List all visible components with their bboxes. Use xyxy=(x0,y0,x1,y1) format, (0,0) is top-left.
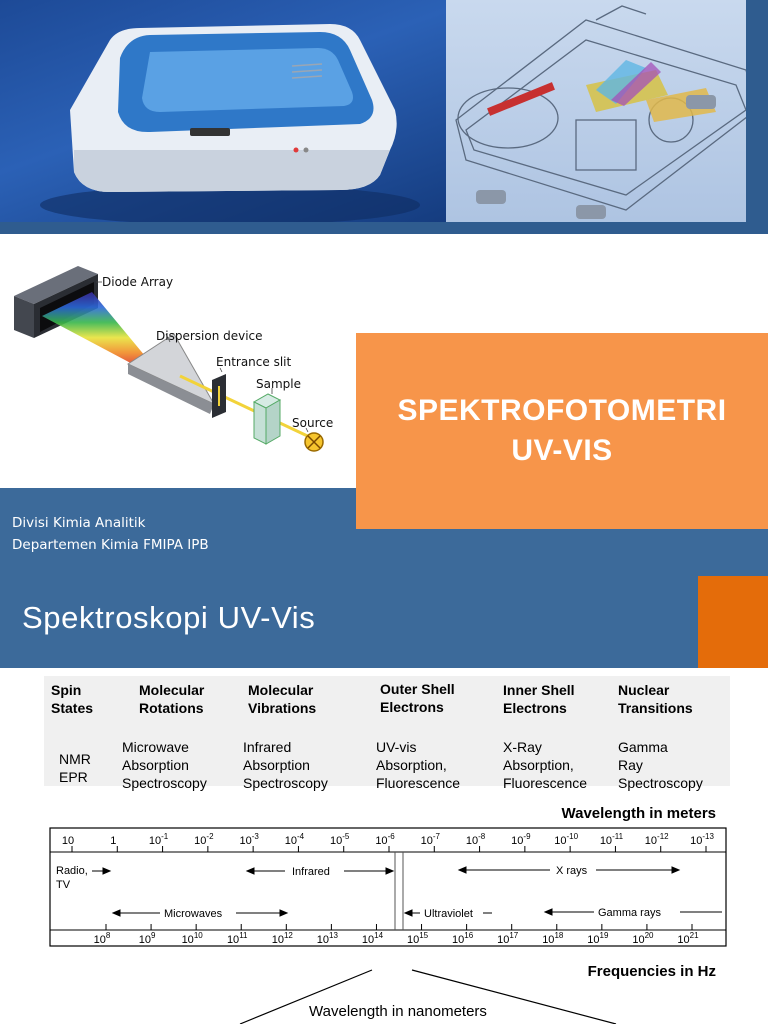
wavelength-tick-label: $10^{-7}$ xyxy=(420,832,440,847)
wavelength-axis-title: Wavelength in meters xyxy=(561,805,716,822)
wavelength-tick-label: $10^{-11}$ xyxy=(599,832,624,847)
slide-title-line2: UV-VIS xyxy=(511,434,613,467)
region-ultraviolet-label: Ultraviolet xyxy=(424,908,473,920)
region-xrays-label: X rays xyxy=(556,865,588,877)
column-header: Inner Shell Electrons xyxy=(503,682,575,716)
subtitle xyxy=(12,512,209,556)
optics-schematic-photo xyxy=(446,0,768,222)
spectroscopy-table xyxy=(44,676,730,791)
section-title: Spektroskopi UV-Vis xyxy=(22,600,316,635)
region-radio-arrow xyxy=(92,868,110,874)
frequency-tick-label: $10^{13}$ xyxy=(316,931,338,946)
label-entrance-slit: Entrance slit xyxy=(216,355,292,369)
frequency-tick-label: $10^{17}$ xyxy=(497,931,519,946)
column-body: Infrared Absorption Spectroscopy xyxy=(243,739,328,791)
region-gamma-label: Gamma rays xyxy=(598,907,661,919)
column-header: Nuclear Transitions xyxy=(618,682,693,716)
frequency-axis-title: Frequencies in Hz xyxy=(587,963,716,980)
title-box xyxy=(356,333,768,529)
frequency-tick-label: $10^{15}$ xyxy=(406,931,429,946)
label-dispersion-device: Dispersion device xyxy=(156,329,263,343)
label-sample: Sample xyxy=(256,377,301,391)
wavelength-tick-label: $10^{-4}$ xyxy=(284,832,305,847)
column-body: X-Ray Absorption, Fluorescence xyxy=(503,739,588,791)
accent-square xyxy=(698,576,768,668)
wavelength-tick-label: $10^{-10}$ xyxy=(554,832,579,847)
slide-title-line1: SPEKTROFOTOMETRI xyxy=(397,394,727,427)
column-header: Molecular Rotations xyxy=(139,682,205,716)
wavelength-tick-label: $10^{-13}$ xyxy=(690,832,714,847)
wavelength-tick-label: $10^{-6}$ xyxy=(375,832,395,847)
column-header: Molecular Vibrations xyxy=(248,682,317,716)
column-body: NMR EPR xyxy=(59,751,91,785)
column-header: Outer Shell Electrons xyxy=(380,681,455,715)
frequency-tick-label: $10^8$ xyxy=(93,931,111,946)
frequency-tick-label: $10^{16}$ xyxy=(452,931,474,946)
wavelength-tick-label: $10^{-8}$ xyxy=(465,832,486,847)
wavelength-tick-label: $10^{-5}$ xyxy=(330,832,350,847)
wavelength-tick-label: $10^{-9}$ xyxy=(511,832,531,847)
column-body: UV-vis Absorption, Fluorescence xyxy=(376,739,461,791)
frequency-tick-label: $10^{11}$ xyxy=(226,931,248,946)
frequency-tick-label: $10^{21}$ xyxy=(677,931,699,946)
em-spectrum-diagram xyxy=(0,790,768,1024)
column-body: Gamma Ray Spectroscopy xyxy=(618,739,703,791)
frequency-tick-label: $10^{14}$ xyxy=(361,931,384,946)
column-header: Spin States xyxy=(51,682,94,716)
instrument-photo xyxy=(0,0,446,222)
frequency-tick-label: $10^9$ xyxy=(138,931,156,946)
subtitle-department: Departemen Kimia FMIPA IPB xyxy=(12,537,209,553)
wavelength-tick-label: 1 xyxy=(110,835,117,847)
frequency-tick-label: $10^{19}$ xyxy=(587,931,609,946)
region-radio-label: Radio, xyxy=(56,865,88,877)
frequency-tick-label: $10^{20}$ xyxy=(632,931,654,946)
label-source: Source xyxy=(292,416,334,430)
frequency-tick-label: $10^{18}$ xyxy=(542,931,564,946)
wavelength-tick-label: $10^{-1}$ xyxy=(148,832,169,847)
label-diode-array: Diode Array xyxy=(102,275,174,289)
wavelength-tick-label: $10^{-2}$ xyxy=(194,832,214,847)
divider-strip xyxy=(0,222,768,234)
region-infrared-label: Infrared xyxy=(292,866,330,878)
frequency-tick-label: $10^{10}$ xyxy=(181,931,203,946)
region-microwaves-label: Microwaves xyxy=(164,908,223,920)
wavelength-tick-label: $10^{-3}$ xyxy=(239,832,259,847)
subtitle-division: Divisi Kimia Analitik xyxy=(12,515,146,531)
wavelength-tick-label: 10 xyxy=(61,835,75,847)
frequency-tick-label: $10^{12}$ xyxy=(271,931,293,946)
diode-array-diagram xyxy=(0,234,356,488)
region-tv-label: TV xyxy=(56,879,71,891)
wavelength-tick-label: $10^{-12}$ xyxy=(644,832,669,847)
column-body: Microwave Absorption Spectroscopy xyxy=(122,739,207,791)
nanometer-axis-title: Wavelength in nanometers xyxy=(309,1003,487,1020)
